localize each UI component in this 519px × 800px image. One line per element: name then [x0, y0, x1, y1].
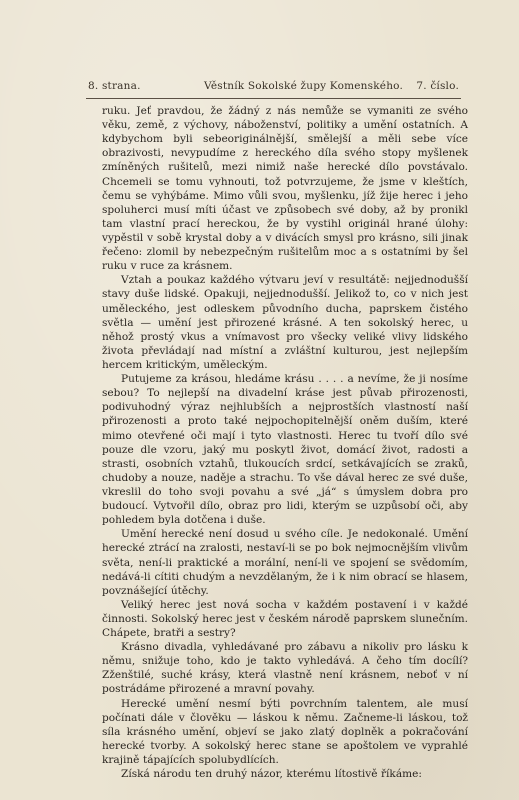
issue-number-label: 7. číslo. — [416, 80, 459, 92]
paragraph-8: Získá národu ten druhý názor, kterému lítostivě říkáme: — [121, 768, 422, 781]
running-header — [88, 80, 459, 96]
page-number-label: 8. strana. — [88, 80, 141, 92]
publication-title: Věstník Sokolské župy Komenského. — [204, 80, 404, 92]
header-rule — [86, 98, 461, 99]
paragraph-2: Vztah a poukaz každého výtvaru jeví v resultátě: nejjednodušší stavy duše lidské. Opakuji, nejjednodušší. Jelikož to, co v nich jest uměleckého, jest odleskem původního ducha, paprskem čistého světla — umění jest přirozené krásné. A ten sokolský herec, u něhož prostý vkus a vnímavost pro všecky veliké vlivy lidského života převládají nad místní a zvláštní kulturou, jest nejlepším hercem kritickým, uměleckým. — [102, 274, 468, 371]
paragraph-3: Putujeme za krásou, hledáme krásu . . . . a nevíme, že ji nosíme sebou? To nejlepší na divadelní kráse jest půvab přirozenosti, podivuhodný výraz nejhlubších a nejprostších vlastností naší přirozenosti a proto také nejpochopitelnější oněm duším, které mimo otevřené oči mají i tyto vlastnosti. Herec tu tvoří dílo své pouze dle vzoru, jaký mu poskytl život, domácí život, radosti a strasti, osobních vztahů, tlukoucích srdcí, setkávajících se zraků, chudoby a nouze, naděje a strachu. To vše dával herec ze své duše, vkreslil do toho svoji povahu a své „já“ s úmyslem dobra pro budoucí. Vytvořil dílo, obraz pro lidi, kterým se uzpůsobí oči, aby pohledem byla dotčena i duše. — [102, 373, 468, 527]
paragraph-7: Herecké umění nesmí býti povrchním talentem, ale musí počínati dále v člověku — láskou k němu. Začneme-li láskou, tož síla krásného umění, objeví se jako zlatý doplněk a pokračování herecké tvorby. A sokolský herec stane se apoštolem ve vyprahlé krajině tápajících spolubydlících. — [102, 697, 468, 767]
paragraph-4: Umění herecké není dosud u svého cíle. Je nedokonalé. Umění herecké ztrácí na zralosti, nestaví-li se po bok nejmocnějším vlivům světa, není-li praktické a morální, není-li ve spojení se svědomím, nedává-li cítiti chudým a nevzdělaným, že i k nim obrací se hlasem, povznášející útěchy. — [102, 528, 468, 597]
paragraph-6: Krásno divadla, vyhledávané pro zábavu a nikoliv pro lásku k němu, snižuje toho, kdo je takto vyhledává. A čeho tím docílí? Zženštilé, suché krásy, která vlastně není krásnem, neboť v ní postrádáme přirozené a mravní povahy. — [102, 641, 468, 696]
paragraph-5: Veliký herec jest nová socha v každém postavení i v každé činnosti. Sokolský herec jest v českém národě paprskem slunečním. Chápete, bratři a sestry? — [102, 598, 468, 640]
paragraph-1: ruku. Jeť pravdou, že žádný z nás nemůže se vymaniti ze svého věku, země, z výchovy, náboženství, politiky a umění ostatních. A kdybychom byli sebeoriginálnější, smělejší a měli sebe více obrazivosti, nevypudíme z hereckého díla svého stopy myšlenek zmíněných rušitelů, mezi nimiž naše herecké dílo povstávalo. Chcemeli se tomu vyhnouti, tož potvrzujeme, že jsme v kleštích, čemu se vyhýbáme. Mimo vůli svou, myšlenku, jíž žije herec i jeho spoluherci musí míti účast ve způsobech své doby, až by pronikl tam vlastní prací hereckou, že by vystihl originál hrané úlohy: vypěstil v sobě krystal doby a v divácích smysl pro krásno, sili jinak řečeno: zlomil by nebezpečným rušitelům moc a s ostatními by šel ruku v ruce za krásnem. — [102, 105, 468, 273]
article-body — [102, 104, 468, 781]
